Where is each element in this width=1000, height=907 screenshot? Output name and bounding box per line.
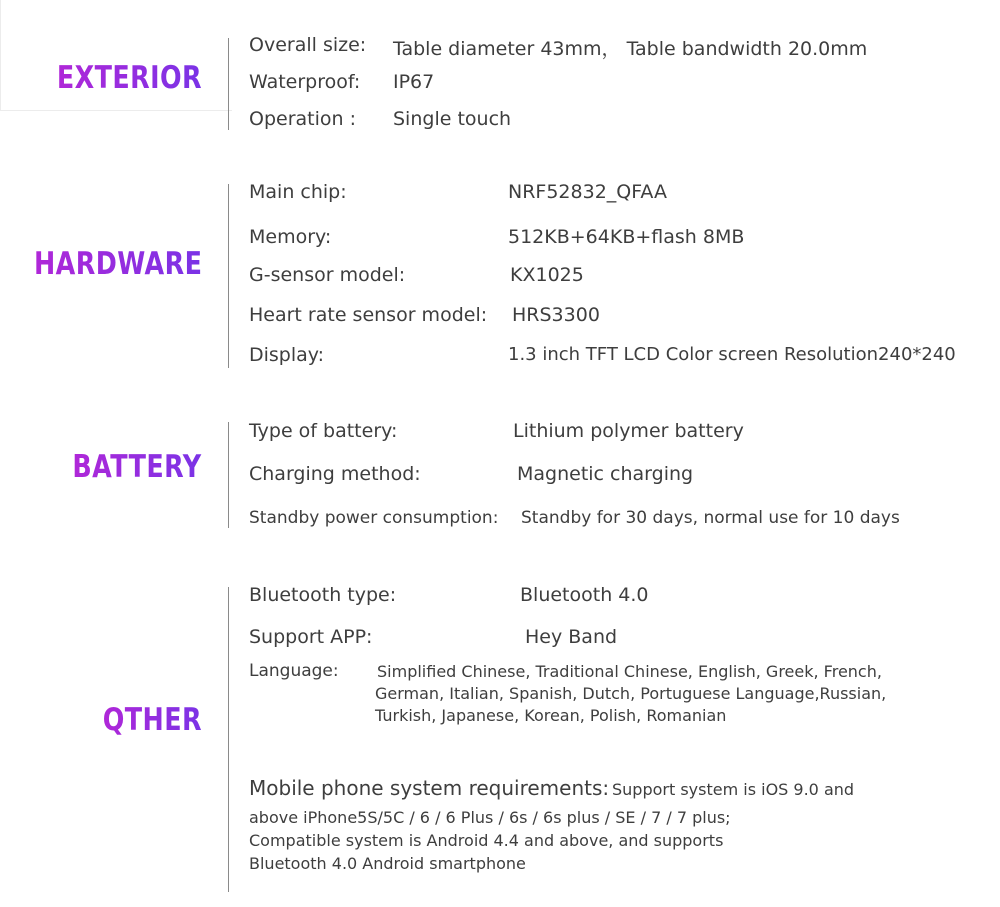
section-heading-other: QTHER: [102, 702, 202, 738]
spec-label: Display:: [249, 344, 325, 366]
spec-label: Memory:: [249, 226, 332, 248]
corner-rule-horizontal: [0, 110, 232, 111]
spec-label: Overall size:: [249, 34, 367, 56]
spec-label: Support APP:: [249, 626, 373, 648]
section-divider: [228, 422, 229, 528]
language-line: Simplified Chinese, Traditional Chinese, English, Greek, French,: [377, 662, 882, 681]
mobile-requirements-line: above iPhone5S/5C / 6 / 6 Plus / 6s / 6s plus / SE / 7 / 7 plus;: [249, 808, 731, 827]
spec-label: G-sensor model:: [249, 264, 406, 286]
section-heading-exterior: EXTERIOR: [56, 60, 202, 96]
spec-label: Bluetooth type:: [249, 584, 397, 606]
spec-label: Charging method:: [249, 463, 421, 485]
spec-value: NRF52832_QFAA: [508, 181, 667, 203]
language-line: Turkish, Japanese, Korean, Polish, Romanian: [375, 706, 727, 725]
section-divider: [228, 38, 229, 130]
spec-value: 512KB+64KB+flash 8MB: [508, 226, 745, 248]
spec-label: Type of battery:: [249, 420, 398, 442]
spec-label: Waterproof:: [249, 71, 361, 93]
spec-value: Standby for 30 days, normal use for 10 days: [521, 508, 900, 528]
spec-label: Operation :: [249, 108, 356, 130]
spec-value: KX1025: [510, 264, 584, 286]
spec-label: Standby power consumption:: [249, 508, 499, 528]
section-divider: [228, 184, 229, 368]
spec-value: 1.3 inch TFT LCD Color screen Resolution240*240: [508, 344, 956, 365]
spec-value: Bluetooth 4.0: [520, 584, 649, 606]
spec-value: IP67: [393, 71, 435, 93]
mobile-requirements-line: Support system is iOS 9.0 and: [612, 780, 855, 799]
spec-value: Table diameter 43mm， Table bandwidth 20.0mm: [393, 38, 868, 60]
spec-value: Magnetic charging: [517, 463, 694, 485]
mobile-requirements-line: Bluetooth 4.0 Android smartphone: [249, 854, 526, 873]
corner-rule-vertical: [0, 0, 1, 110]
spec-value: Hey Band: [525, 626, 618, 648]
spec-value: Lithium polymer battery: [513, 420, 744, 442]
mobile-requirements-line: Compatible system is Android 4.4 and above, and supports: [249, 831, 724, 850]
spec-label: Heart rate sensor model:: [249, 304, 488, 326]
spec-label: Main chip:: [249, 181, 347, 203]
section-divider: [228, 587, 229, 892]
section-heading-hardware: HARDWARE: [33, 246, 202, 282]
language-label: Language:: [249, 661, 339, 681]
spec-value: HRS3300: [512, 304, 600, 326]
spec-value: Single touch: [393, 108, 512, 130]
language-line: German, Italian, Spanish, Dutch, Portuguese Language,Russian,: [375, 684, 887, 703]
section-heading-battery: BATTERY: [72, 449, 202, 485]
mobile-requirements-label: Mobile phone system requirements:: [249, 776, 610, 800]
